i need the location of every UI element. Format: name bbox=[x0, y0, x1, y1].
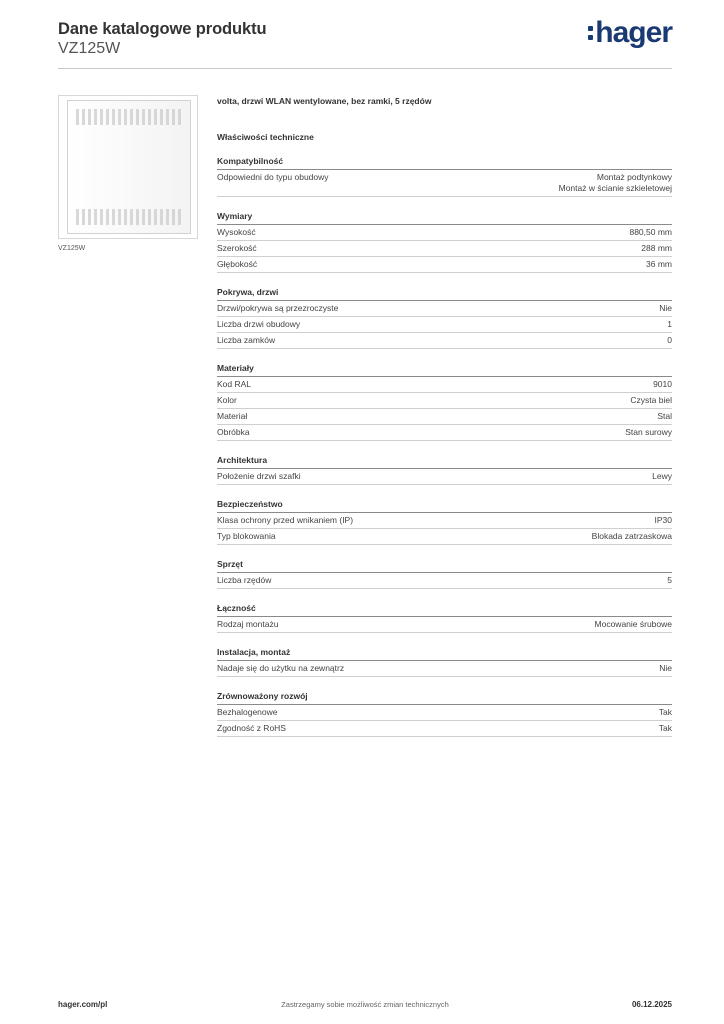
spec-label: Klasa ochrony przed wnikaniem (IP) bbox=[217, 515, 354, 525]
spec-value-line: 880,50 mm bbox=[629, 227, 672, 237]
spec-value-line: 288 mm bbox=[641, 243, 672, 253]
spec-row bbox=[217, 409, 672, 425]
section-title: Zrównoważony rozwój bbox=[217, 691, 672, 705]
spec-value-line: Nie bbox=[659, 303, 672, 313]
page-title: Dane katalogowe produktu bbox=[58, 20, 267, 38]
spec-value-line: 36 mm bbox=[646, 259, 672, 269]
logo-dots-icon bbox=[588, 24, 593, 42]
spec-section bbox=[217, 603, 672, 633]
footer-note: Zastrzegamy sobie możliwość zmian technicznych bbox=[281, 1000, 449, 1009]
spec-value-line: Stan surowy bbox=[625, 427, 672, 437]
section-title: Łączność bbox=[217, 603, 672, 617]
spec-value bbox=[659, 723, 672, 734]
spec-label: Typ blokowania bbox=[217, 531, 276, 541]
spec-label: Nadaje się do użytku na zewnątrz bbox=[217, 663, 345, 673]
spec-section bbox=[217, 287, 672, 349]
spec-row bbox=[217, 333, 672, 349]
spec-value bbox=[667, 575, 672, 586]
footer-website[interactable]: hager.com/pl bbox=[58, 1000, 108, 1009]
spec-label: Kolor bbox=[217, 395, 237, 405]
spec-row bbox=[217, 225, 672, 241]
spec-value bbox=[629, 227, 672, 238]
spec-row bbox=[217, 393, 672, 409]
product-details bbox=[217, 96, 672, 737]
spec-section bbox=[217, 211, 672, 273]
spec-row bbox=[217, 721, 672, 737]
spec-row bbox=[217, 170, 672, 197]
spec-value bbox=[657, 411, 672, 422]
spec-label: Liczba zamków bbox=[217, 335, 276, 345]
spec-row bbox=[217, 257, 672, 273]
logo-text: hager bbox=[595, 16, 672, 49]
spec-label: Szerokość bbox=[217, 243, 257, 253]
spec-label: Bezhalogenowe bbox=[217, 707, 278, 717]
spec-value-line: Blokada zatrzaskowa bbox=[591, 531, 672, 541]
spec-value-line: 9010 bbox=[653, 379, 672, 389]
spec-value-line: 5 bbox=[667, 575, 672, 585]
spec-value bbox=[646, 259, 672, 270]
spec-value bbox=[592, 531, 672, 542]
spec-row bbox=[217, 705, 672, 721]
spec-value bbox=[641, 243, 672, 254]
page-header bbox=[58, 16, 672, 58]
spec-label: Głębokość bbox=[217, 259, 258, 269]
spec-value-line: Stal bbox=[657, 411, 672, 421]
spec-value bbox=[659, 707, 672, 718]
spec-value-line: IP30 bbox=[654, 515, 672, 525]
spec-label: Odpowiedni do typu obudowy bbox=[217, 172, 329, 182]
spec-row bbox=[217, 469, 672, 485]
spec-label: Drzwi/pokrywa są przezroczyste bbox=[217, 303, 339, 313]
spec-value-line: Nie bbox=[659, 663, 672, 673]
spec-row bbox=[217, 529, 672, 545]
spec-value-line: Montaż w ścianie szkieletowej bbox=[558, 183, 672, 193]
spec-section bbox=[217, 499, 672, 545]
section-title: Kompatybilność bbox=[217, 156, 672, 170]
spec-label: Zgodność z RoHS bbox=[217, 723, 286, 733]
spec-label: Materiał bbox=[217, 411, 248, 421]
spec-value-line: Montaż podtynkowy bbox=[596, 172, 672, 182]
spec-row bbox=[217, 317, 672, 333]
spec-label: Obróbka bbox=[217, 427, 250, 437]
spec-value-line: 1 bbox=[667, 319, 672, 329]
spec-value bbox=[667, 319, 672, 330]
spec-value bbox=[559, 172, 672, 194]
spec-label: Liczba drzwi obudowy bbox=[217, 319, 301, 329]
technical-properties-title: Właściwości techniczne bbox=[217, 132, 314, 142]
bottom-vents bbox=[76, 209, 182, 225]
spec-section bbox=[217, 156, 672, 197]
spec-value bbox=[595, 619, 672, 630]
spec-label: Liczba rzędów bbox=[217, 575, 272, 585]
spec-value-line: Tak bbox=[658, 723, 672, 733]
footer-date: 06.12.2025 bbox=[631, 1000, 672, 1009]
section-title: Pokrywa, drzwi bbox=[217, 287, 672, 301]
spec-row bbox=[217, 425, 672, 441]
product-image bbox=[58, 95, 198, 239]
spec-value bbox=[655, 515, 673, 526]
spec-value bbox=[653, 379, 672, 390]
hager-logo bbox=[588, 18, 672, 48]
spec-section bbox=[217, 363, 672, 441]
spec-value bbox=[659, 663, 672, 674]
section-title: Bezpieczeństwo bbox=[217, 499, 672, 513]
top-vents bbox=[76, 109, 182, 125]
product-description: volta, drzwi WLAN wentylowane, bez ramki, 5 rzędów bbox=[217, 96, 432, 106]
spec-row bbox=[217, 573, 672, 589]
image-caption: VZ125W bbox=[58, 245, 86, 252]
spec-value bbox=[667, 335, 672, 346]
spec-row bbox=[217, 301, 672, 317]
header-divider bbox=[58, 68, 672, 69]
spec-row bbox=[217, 617, 672, 633]
spec-section bbox=[217, 455, 672, 485]
spec-section bbox=[217, 647, 672, 677]
spec-value-line: Lewy bbox=[652, 471, 672, 481]
spec-value-line: Czysta biel bbox=[630, 395, 672, 405]
spec-label: Położenie drzwi szafki bbox=[217, 471, 301, 481]
section-title: Wymiary bbox=[217, 211, 672, 225]
spec-label: Kod RAL bbox=[217, 379, 252, 389]
spec-section bbox=[217, 691, 672, 737]
spec-row bbox=[217, 241, 672, 257]
spec-value-line: Tak bbox=[658, 707, 672, 717]
spec-row bbox=[217, 377, 672, 393]
spec-value bbox=[659, 303, 672, 314]
product-code: VZ125W bbox=[58, 40, 121, 57]
spec-sections bbox=[217, 156, 672, 737]
section-title: Sprzęt bbox=[217, 559, 672, 573]
spec-value-line: Mocowanie śrubowe bbox=[594, 619, 672, 629]
spec-value bbox=[630, 395, 672, 406]
spec-label: Rodzaj montażu bbox=[217, 619, 279, 629]
spec-value bbox=[625, 427, 672, 438]
spec-row bbox=[217, 661, 672, 677]
spec-label: Wysokość bbox=[217, 227, 256, 237]
spec-value bbox=[652, 471, 672, 482]
spec-value-line: 0 bbox=[667, 335, 672, 345]
spec-row bbox=[217, 513, 672, 529]
section-title: Instalacja, montaż bbox=[217, 647, 672, 661]
section-title: Architektura bbox=[217, 455, 672, 469]
cabinet-door-icon bbox=[67, 100, 191, 234]
section-title: Materiały bbox=[217, 363, 672, 377]
spec-section bbox=[217, 559, 672, 589]
